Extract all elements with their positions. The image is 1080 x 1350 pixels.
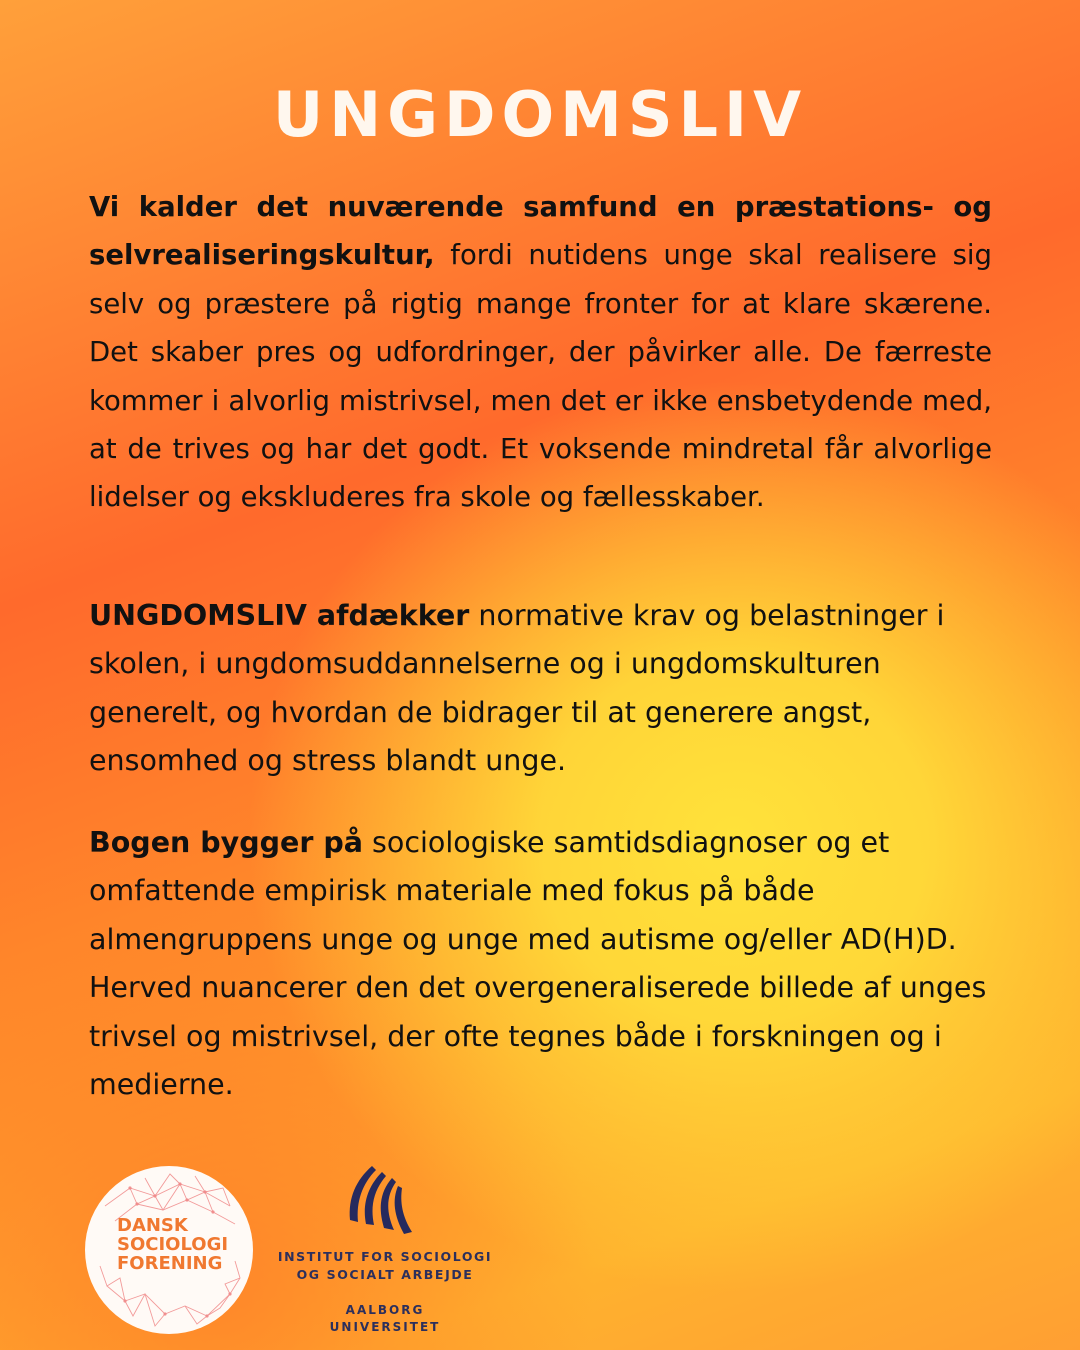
aau-university-line-2: UNIVERSITET xyxy=(329,1320,441,1334)
dsf-wordmark xyxy=(117,1216,228,1273)
book-reveals-bold: UNGDOMSLIV afdækker xyxy=(89,599,470,632)
book-reveals-text: normative krav og belastninger i skolen, i ungdomsuddannelserne og i ungdomskulturen generelt, og hvordan de bidrager til at generere angst, ensomhed og stress blandt unge. xyxy=(89,599,945,778)
dsf-line-3: FORENING xyxy=(117,1253,223,1274)
aalborg-university-logo xyxy=(270,1162,500,1342)
book-basis-paragraph xyxy=(89,819,992,1109)
aau-university-line-1: AALBORG xyxy=(345,1303,425,1317)
dsf-line-2: SOCIOLOGI xyxy=(117,1234,229,1255)
logo-row xyxy=(0,1150,1080,1350)
aau-institute-line-1: INSTITUT FOR SOCIOLOGI xyxy=(277,1249,493,1264)
dsf-line-1: DANSK xyxy=(117,1215,188,1236)
book-basis-text: sociologiske samtidsdiagnoser og et omfattende empirisk materiale med fokus på både almengruppens unge og unge med autisme og/eller AD(H)D. Herved nuancerer den det overgeneraliserede billede af unges trivsel og mistrivsel, der ofte tegnes både i forskningen og i medierne. xyxy=(89,826,987,1102)
book-reveals-paragraph xyxy=(89,592,992,786)
aau-institute-name xyxy=(270,1248,500,1284)
intro-paragraph xyxy=(89,183,992,522)
intro-paragraph-text: fordi nutidens unge skal realisere sig selv og præstere på rigtig mange fronter for at klare skærene. Det skaber pres og udfordringer, der påvirker alle. De færreste kommer i alvorlig mistrivsel, men det er ikke ensbetydende med, at de trives og har det godt. Et voksende mindretal får alvorlige lidelser og ekskluderes fra skole og fællesskaber. xyxy=(89,239,992,514)
dansk-sociologi-forening-logo xyxy=(85,1166,253,1334)
book-basis-bold: Bogen bygger på xyxy=(89,826,363,859)
aau-wave-icon xyxy=(342,1162,428,1238)
aau-university-name xyxy=(270,1302,500,1336)
intro-paragraph-bold: Vi kalder det nuværende samfund en præstations- og selvrealiseringskultur, xyxy=(89,191,992,272)
aau-institute-line-2: OG SOCIALT ARBEJDE xyxy=(296,1267,474,1282)
page-title: UNGDOMSLIV xyxy=(272,78,808,151)
